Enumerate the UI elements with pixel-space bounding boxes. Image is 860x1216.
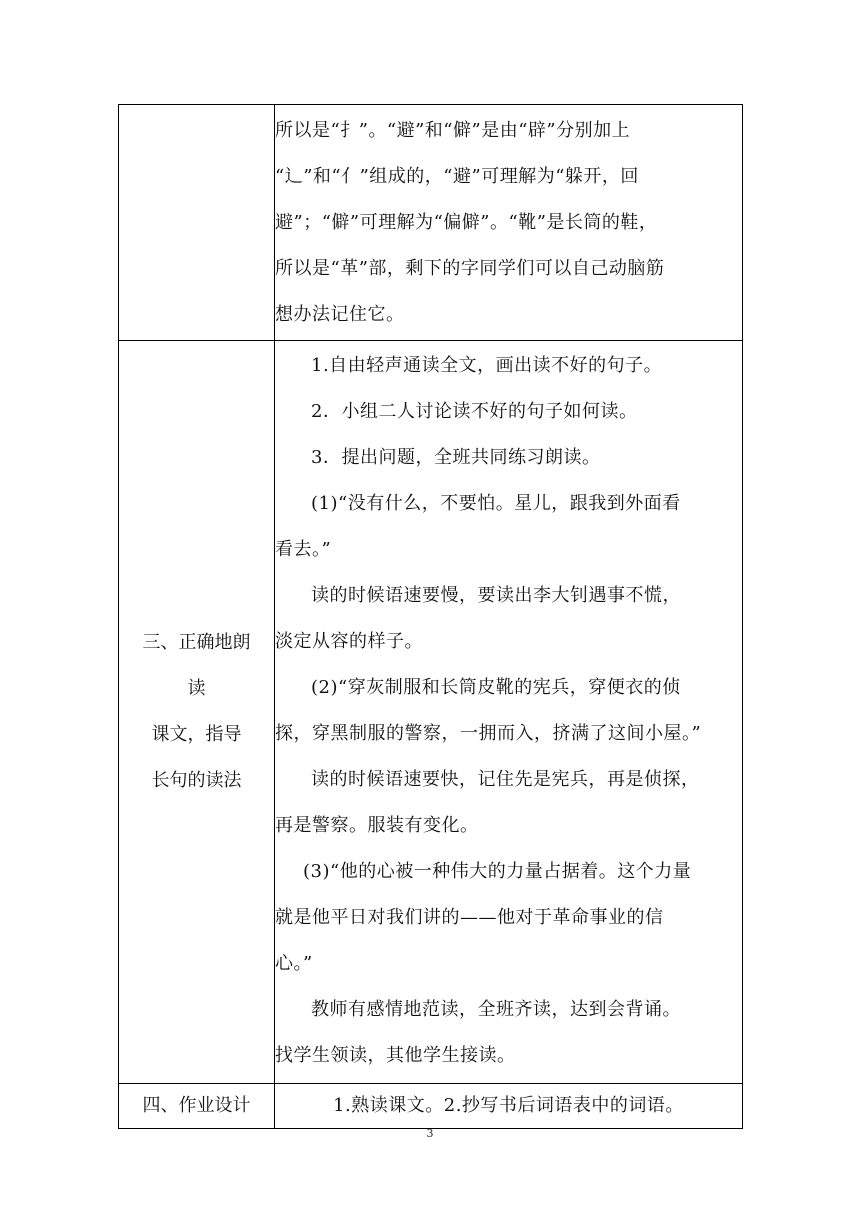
quote-line: 就是他平日对我们讲的——他对于革命事业的信 [275,907,664,928]
step-line: 3．提出问题，全班共同练习朗读。 [311,447,601,468]
text-line: 所以是“扌”。“避”和“僻”是由“辟”分别加上 [275,120,631,141]
guide-line: 读的时候语速要慢，要读出李大钊遇事不慌， [311,585,681,606]
reading-steps-cell [275,341,743,1084]
guide-line: 教师有感情地范读，全班齐读，达到会背诵。 [311,999,681,1020]
quote-line: (1)“没有什么，不要怕。星儿，跟我到外面看 [311,493,681,514]
row1-content-cell [275,105,743,341]
text-line: 所以是“革”部，剩下的字同学们可以自己动脑筋 [275,258,665,279]
quote-line: 看去。” [275,539,332,560]
row1-left-cell [119,105,275,341]
guide-line: 再是警察。服装有变化。 [275,815,479,836]
step-line: 2．小组二人讨论读不好的句子如何读。 [311,401,638,422]
step-line: 1.自由轻声通读全文，画出读不好的句子。 [311,355,663,376]
text-line: 避”；“僻”可理解为“偏僻”。“靴”是长筒的鞋， [275,212,658,233]
homework-title-cell: 四、作业设计 [119,1084,275,1129]
section-title-line: 三、正确地朗 [142,632,251,653]
text-line: 想办法记住它。 [275,304,405,325]
guide-line: 找学生领读，其他学生接读。 [275,1045,516,1066]
section-title-cell [119,341,275,1084]
page-number: 3 [426,1127,434,1140]
text-line: “辶”和“亻”组成的，“避”可理解为“躲开，回 [275,166,639,187]
table-row [119,341,743,1084]
quote-line: 心。” [275,953,313,974]
guide-line: 淡定从容的样子。 [275,631,423,652]
lesson-plan-table [118,104,743,1129]
quote-line: (2)“穿灰制服和长筒皮靴的宪兵，穿便衣的侦 [311,677,681,698]
table-row [119,1084,743,1129]
section-title-line: 读 [187,678,206,699]
section-title-line: 课文，指导 [151,724,242,745]
table-row [119,105,743,341]
section-title-line: 长句的读法 [151,770,242,791]
homework-content-cell: 1.熟读课文。2.抄写书后词语表中的词语。 [275,1084,743,1129]
guide-line: 读的时候语速要快，记住先是宪兵，再是侦探， [311,769,700,790]
quote-line: (3)“他的心被一种伟大的力量占据着。这个力量 [303,861,692,882]
quote-line: 探，穿黑制服的警察，一拥而入，挤满了这间小屋。” [275,723,702,744]
